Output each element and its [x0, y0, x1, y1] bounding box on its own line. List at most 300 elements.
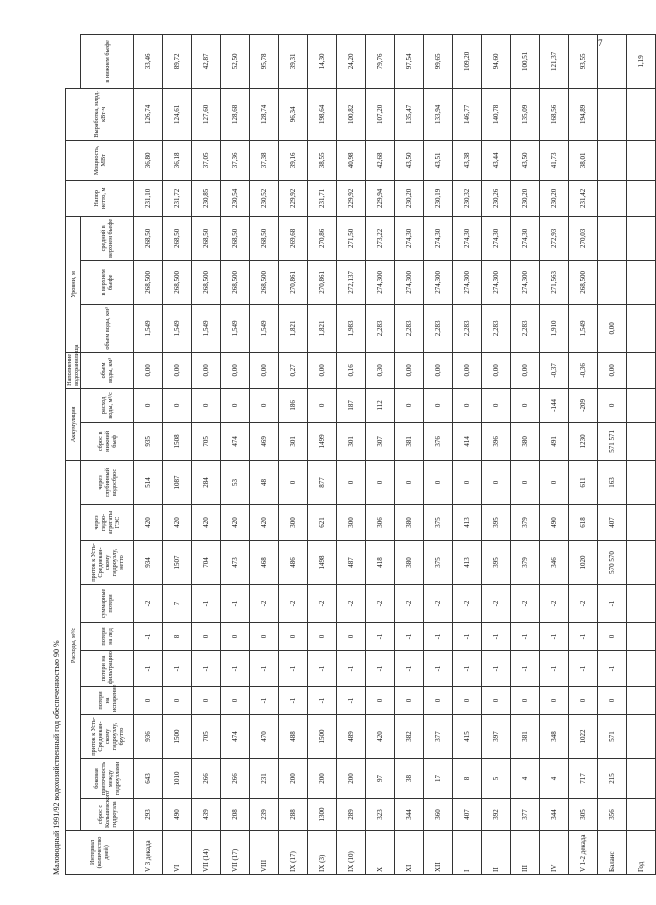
value-cell: 306 — [366, 505, 395, 541]
value-cell: 230,20 — [540, 180, 569, 216]
header-col-16: средний в верхнем бьефе — [81, 216, 134, 260]
value-cell: 377 — [511, 799, 540, 831]
value-cell: 271,50 — [337, 216, 366, 260]
value-cell: 268,500 — [250, 260, 279, 304]
value-cell: 200 — [279, 759, 308, 799]
value-cell: 420 — [366, 715, 395, 759]
value-cell: 24,20 — [337, 34, 366, 88]
value-cell: -1 — [366, 623, 395, 651]
value-cell: 0,00 — [221, 352, 250, 388]
header-period: Интервал (количество дней) — [66, 831, 134, 875]
table-row — [424, 34, 453, 874]
header-col-15: в верхнем бьефе — [81, 260, 134, 304]
value-cell: -1 — [279, 651, 308, 687]
value-cell — [627, 799, 656, 831]
value-cell: 0 — [337, 623, 366, 651]
period-cell: V 3 декада — [134, 831, 163, 875]
value-cell: 37,38 — [250, 140, 279, 180]
value-cell: 93,55 — [569, 34, 598, 88]
value-cell: 109,20 — [453, 34, 482, 88]
table-row — [221, 34, 250, 874]
value-cell: 1,19 — [627, 34, 656, 88]
value-cell: 274,30 — [511, 216, 540, 260]
value-cell: 272,93 — [540, 216, 569, 260]
value-cell: 269,68 — [279, 216, 308, 260]
value-cell: 0 — [424, 687, 453, 715]
header-power: Мощность, МВт — [66, 140, 134, 180]
value-cell: 0 — [134, 388, 163, 422]
value-cell: 1508 — [163, 422, 192, 460]
value-cell: -1 — [569, 651, 598, 687]
value-cell — [598, 260, 627, 304]
value-cell: 231,10 — [134, 180, 163, 216]
value-cell: 0,00 — [192, 352, 221, 388]
value-cell: 0,00 — [598, 304, 627, 352]
value-cell: 395 — [482, 505, 511, 541]
value-cell — [627, 180, 656, 216]
value-cell: -1 — [250, 687, 279, 715]
value-cell: -1 — [598, 585, 627, 623]
value-cell: 0 — [279, 460, 308, 504]
value-cell: 643 — [134, 759, 163, 799]
value-cell: 272,137 — [337, 260, 366, 304]
value-cell: 488 — [279, 715, 308, 759]
header-col-7: суммарные потери — [81, 585, 134, 623]
value-cell: 344 — [395, 799, 424, 831]
value-cell: -1 — [540, 651, 569, 687]
value-cell: 146,77 — [453, 88, 482, 140]
table-row — [511, 34, 540, 874]
value-cell — [598, 88, 627, 140]
value-cell: 397 — [482, 715, 511, 759]
value-cell: 514 — [134, 460, 163, 504]
value-cell: 186 — [279, 388, 308, 422]
value-cell: 414 — [453, 422, 482, 460]
value-cell: 229,92 — [279, 180, 308, 216]
value-cell: 420 — [192, 505, 221, 541]
value-cell: 301 — [279, 422, 308, 460]
value-cell: -1 — [511, 651, 540, 687]
period-cell: IX (17) — [279, 831, 308, 875]
document-title: Маловодный 1991/92 водохозяйственный год обеспеченностью 90 % — [52, 640, 61, 875]
value-cell: 344 — [540, 799, 569, 831]
value-cell: 274,300 — [395, 260, 424, 304]
header-col-14: объем воды, км³ — [81, 304, 134, 352]
value-cell: -2 — [453, 585, 482, 623]
water-balance-table — [65, 34, 656, 875]
value-cell — [627, 88, 656, 140]
value-cell: 230,52 — [250, 180, 279, 216]
period-cell: V 1-2 декада — [569, 831, 598, 875]
header-col-10: через глубинный водосброс — [81, 460, 134, 504]
value-cell: 1,549 — [250, 304, 279, 352]
value-cell: 470 — [250, 715, 279, 759]
value-cell: 79,76 — [366, 34, 395, 88]
value-cell: 268,500 — [192, 260, 221, 304]
value-cell: 305 — [569, 799, 598, 831]
value-cell: 52,50 — [221, 34, 250, 88]
table-row — [395, 34, 424, 874]
value-cell: 469 — [250, 422, 279, 460]
value-cell: 4 — [540, 759, 569, 799]
value-cell: 231,72 — [163, 180, 192, 216]
period-cell: VII (17) — [221, 831, 250, 875]
value-cell: -1 — [308, 651, 337, 687]
header-energy: Выработка, млрд. кВт·ч — [66, 88, 134, 140]
value-cell: 121,37 — [540, 34, 569, 88]
value-cell: 474 — [221, 715, 250, 759]
value-cell: 381 — [395, 422, 424, 460]
value-cell: 1498 — [308, 541, 337, 585]
value-cell: -1 — [598, 651, 627, 687]
period-cell: IV — [540, 831, 569, 875]
value-cell: 268,500 — [569, 260, 598, 304]
table-row — [627, 34, 656, 874]
value-cell: -1 — [337, 687, 366, 715]
value-cell: -2 — [366, 585, 395, 623]
value-cell — [627, 651, 656, 687]
value-cell: 135,09 — [511, 88, 540, 140]
value-cell: 0 — [511, 460, 540, 504]
header-flows: Расходы, м³/с — [66, 460, 81, 830]
value-cell: 936 — [134, 715, 163, 759]
period-cell: VI — [163, 831, 192, 875]
value-cell: 1,549 — [134, 304, 163, 352]
value-cell: 0 — [250, 623, 279, 651]
value-cell: -1 — [453, 623, 482, 651]
value-cell: 274,30 — [395, 216, 424, 260]
value-cell: 0,00 — [453, 352, 482, 388]
value-cell: 268,50 — [163, 216, 192, 260]
value-cell: 14,30 — [308, 34, 337, 88]
header-col-6: потери на лед — [81, 623, 134, 651]
value-cell: 230,20 — [511, 180, 540, 216]
value-cell: 0 — [163, 687, 192, 715]
value-cell: 229,94 — [366, 180, 395, 216]
value-cell: 2,283 — [366, 304, 395, 352]
value-cell: 348 — [540, 715, 569, 759]
value-cell: -1 — [482, 651, 511, 687]
value-cell: 230,54 — [221, 180, 250, 216]
value-cell: 284 — [192, 460, 221, 504]
value-cell: 40,98 — [337, 140, 366, 180]
value-cell: 2,283 — [511, 304, 540, 352]
header-col-5: потери на фильтрацию — [81, 651, 134, 687]
value-cell: 0 — [424, 460, 453, 504]
value-cell: 270,86 — [308, 216, 337, 260]
value-cell: 420 — [250, 505, 279, 541]
value-cell: 611 — [569, 460, 598, 504]
value-cell: 37,05 — [192, 140, 221, 180]
value-cell: 420 — [221, 505, 250, 541]
value-cell: 396 — [482, 422, 511, 460]
value-cell: 301 — [337, 422, 366, 460]
value-cell: 0 — [192, 623, 221, 651]
value-cell: 395 — [482, 541, 511, 585]
period-cell: I — [453, 831, 482, 875]
value-cell — [627, 422, 656, 460]
value-cell: 1,983 — [337, 304, 366, 352]
value-cell: 381 — [511, 715, 540, 759]
value-cell: 407 — [453, 799, 482, 831]
value-cell: -1 — [163, 651, 192, 687]
value-cell: 0,00 — [134, 352, 163, 388]
header-col-8: приток к Усть-Среднекан-скому гидроузлу, нетто — [81, 541, 134, 585]
value-cell: 198,64 — [308, 88, 337, 140]
value-cell: 300 — [279, 505, 308, 541]
value-cell: 274,30 — [424, 216, 453, 260]
value-cell: 289 — [337, 799, 366, 831]
value-cell: 43,51 — [424, 140, 453, 180]
value-cell: 229,92 — [337, 180, 366, 216]
value-cell: 274,300 — [366, 260, 395, 304]
value-cell: 274,300 — [453, 260, 482, 304]
value-cell: 0,00 — [511, 352, 540, 388]
value-cell: 140,78 — [482, 88, 511, 140]
value-cell: 2,283 — [395, 304, 424, 352]
value-cell — [627, 623, 656, 651]
header-col-2: боковая приточность между гидроузлами — [81, 759, 134, 799]
value-cell: 8 — [453, 759, 482, 799]
table-row — [569, 34, 598, 874]
value-cell: 1,821 — [308, 304, 337, 352]
value-cell: 288 — [279, 799, 308, 831]
value-cell: 100,82 — [337, 88, 366, 140]
value-cell: 168,56 — [540, 88, 569, 140]
value-cell — [627, 585, 656, 623]
table-row — [366, 34, 395, 874]
value-cell: 0 — [221, 623, 250, 651]
value-cell: 0 — [540, 687, 569, 715]
value-cell: 274,300 — [482, 260, 511, 304]
value-cell: 380 — [511, 422, 540, 460]
value-cell: -1 — [192, 585, 221, 623]
value-cell — [627, 140, 656, 180]
value-cell: 0 — [453, 460, 482, 504]
value-cell: 877 — [308, 460, 337, 504]
value-cell: 268,50 — [221, 216, 250, 260]
value-cell: 268,50 — [250, 216, 279, 260]
header-accumulation: Аккумуляция — [66, 388, 81, 460]
value-cell: -2 — [250, 585, 279, 623]
table-row — [250, 34, 279, 874]
value-cell: 1230 — [569, 422, 598, 460]
period-cell: IX (3) — [308, 831, 337, 875]
value-cell: 273,22 — [366, 216, 395, 260]
value-cell: 705 — [192, 715, 221, 759]
table-row — [308, 34, 337, 874]
value-cell: 413 — [453, 505, 482, 541]
value-cell: 268,500 — [163, 260, 192, 304]
value-cell: 126,74 — [134, 88, 163, 140]
value-cell: 1507 — [163, 541, 192, 585]
value-cell: 376 — [424, 422, 453, 460]
value-cell: 0 — [221, 687, 250, 715]
value-cell: 230,85 — [192, 180, 221, 216]
value-cell: 0,27 — [279, 352, 308, 388]
value-cell: 486 — [279, 541, 308, 585]
value-cell: 0 — [511, 687, 540, 715]
value-cell: 1500 — [308, 715, 337, 759]
value-cell: 187 — [337, 388, 366, 422]
value-cell: 266 — [221, 759, 250, 799]
value-cell: 473 — [221, 541, 250, 585]
page-number: 7 — [598, 38, 603, 48]
value-cell: 420 — [134, 505, 163, 541]
value-cell: 239 — [250, 799, 279, 831]
value-cell: 43,38 — [453, 140, 482, 180]
value-cell: 97 — [366, 759, 395, 799]
value-cell: 356 — [598, 799, 627, 831]
value-cell: -2 — [540, 585, 569, 623]
value-cell: 489 — [337, 715, 366, 759]
value-cell: -1 — [134, 651, 163, 687]
value-cell: 375 — [424, 505, 453, 541]
header-col-4: потери на испарение — [81, 687, 134, 715]
value-cell: -2 — [337, 585, 366, 623]
value-cell: 0 — [279, 623, 308, 651]
value-cell: 0 — [308, 623, 337, 651]
value-cell: 300 — [337, 505, 366, 541]
period-cell: II — [482, 831, 511, 875]
value-cell: 268,50 — [192, 216, 221, 260]
value-cell: 100,51 — [511, 34, 540, 88]
value-cell: 0 — [482, 388, 511, 422]
value-cell: 487 — [337, 541, 366, 585]
value-cell: 38 — [395, 759, 424, 799]
value-cell: 274,30 — [453, 216, 482, 260]
value-cell: 379 — [511, 541, 540, 585]
value-cell: 133,94 — [424, 88, 453, 140]
period-cell: III — [511, 831, 540, 875]
value-cell: 380 — [395, 505, 424, 541]
value-cell: -2 — [134, 585, 163, 623]
value-cell: 2,283 — [453, 304, 482, 352]
value-cell: 323 — [366, 799, 395, 831]
value-cell: 17 — [424, 759, 453, 799]
value-cell: -2 — [482, 585, 511, 623]
value-cell: 230,20 — [395, 180, 424, 216]
value-cell: 37,36 — [221, 140, 250, 180]
value-cell: 215 — [598, 759, 627, 799]
value-cell: 415 — [453, 715, 482, 759]
value-cell: 2,283 — [482, 304, 511, 352]
value-cell — [598, 140, 627, 180]
value-cell: 127,60 — [192, 88, 221, 140]
value-cell: 99,65 — [424, 34, 453, 88]
value-cell — [627, 541, 656, 585]
header-col-13: объем воды, км³ — [81, 352, 134, 388]
header-col-12: расход воды, м³/с — [81, 388, 134, 422]
value-cell: 1,821 — [279, 304, 308, 352]
value-cell — [627, 304, 656, 352]
value-cell: 39,16 — [279, 140, 308, 180]
value-cell: 43,44 — [482, 140, 511, 180]
value-cell: 1022 — [569, 715, 598, 759]
value-cell: 705 — [192, 422, 221, 460]
value-cell: 0,00 — [482, 352, 511, 388]
value-cell: 53 — [221, 460, 250, 504]
table-row — [279, 34, 308, 874]
value-cell — [598, 180, 627, 216]
value-cell: 0 — [250, 388, 279, 422]
value-cell: 346 — [540, 541, 569, 585]
value-cell: 124,61 — [163, 88, 192, 140]
value-cell: -2 — [279, 585, 308, 623]
value-cell: -1 — [279, 687, 308, 715]
value-cell: -1 — [395, 651, 424, 687]
value-cell: 0,00 — [598, 352, 627, 388]
value-cell: 274,300 — [511, 260, 540, 304]
value-cell: 107,20 — [366, 88, 395, 140]
value-cell: 0 — [192, 687, 221, 715]
table-row — [482, 34, 511, 874]
value-cell: 0 — [511, 388, 540, 422]
value-cell: 231 — [250, 759, 279, 799]
value-cell: 0,16 — [337, 352, 366, 388]
value-cell: 270,861 — [308, 260, 337, 304]
value-cell: -1 — [453, 651, 482, 687]
value-cell: 1300 — [308, 799, 337, 831]
value-cell: -1 — [540, 623, 569, 651]
value-cell: 618 — [569, 505, 598, 541]
value-cell: 208 — [221, 799, 250, 831]
value-cell: 0 — [598, 388, 627, 422]
value-cell: 274,30 — [482, 216, 511, 260]
value-cell: 571 571 — [598, 422, 627, 460]
table-row — [134, 34, 163, 874]
rotated-page — [50, 40, 645, 880]
value-cell: 135,47 — [395, 88, 424, 140]
value-cell: 418 — [366, 541, 395, 585]
value-cell: -1 — [308, 687, 337, 715]
value-cell: 0 — [453, 388, 482, 422]
value-cell: 935 — [134, 422, 163, 460]
value-cell: 468 — [250, 541, 279, 585]
value-cell: 38,01 — [569, 140, 598, 180]
period-cell: XII — [424, 831, 453, 875]
value-cell: 163 — [598, 460, 627, 504]
value-cell: -1 — [250, 651, 279, 687]
value-cell: 0 — [308, 388, 337, 422]
value-cell: 89,72 — [163, 34, 192, 88]
value-cell: 490 — [540, 505, 569, 541]
value-cell: -1 — [192, 651, 221, 687]
value-cell: 0 — [598, 687, 627, 715]
header-levels: Уровни, м — [66, 216, 81, 352]
table-row — [192, 34, 221, 874]
value-cell: 375 — [424, 541, 453, 585]
value-cell: -1 — [221, 585, 250, 623]
value-cell: 420 — [163, 505, 192, 541]
value-cell: 307 — [366, 422, 395, 460]
value-cell: -1 — [511, 623, 540, 651]
period-cell: VIII — [250, 831, 279, 875]
period-cell: X — [366, 831, 395, 875]
value-cell: 0,00 — [308, 352, 337, 388]
value-cell — [627, 715, 656, 759]
value-cell: 4 — [511, 759, 540, 799]
value-cell: 2,283 — [424, 304, 453, 352]
value-cell: 8 — [163, 623, 192, 651]
value-cell: -2 — [511, 585, 540, 623]
value-cell: 231,42 — [569, 180, 598, 216]
value-cell: 570 570 — [598, 541, 627, 585]
value-cell: 128,74 — [250, 88, 279, 140]
value-cell: 5 — [482, 759, 511, 799]
header-col-17: в нижнем бьефе — [81, 34, 134, 88]
value-cell: 360 — [424, 799, 453, 831]
